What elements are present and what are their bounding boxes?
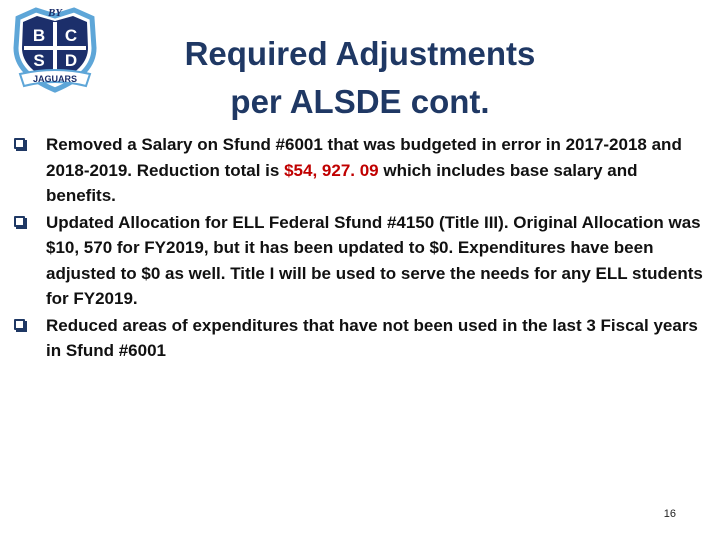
reduction-amount: $54, 927. 09 [284,160,379,180]
bullet-item-expenditures [12,313,712,364]
bullet-text: Updated Allocation for ELL Federal Sfund #4150 (Title III). Original Allocation was $10, 570 for FY2019, but it has been updated to $0. Expenditures have been adjusted to $0 as well. Title I will be used to serve the needs for any ELL students for FY2019. [46,212,703,308]
logo-letter-d: D [64,51,78,70]
crest-icon [6,4,104,96]
school-logo [6,4,104,96]
logo-letter-s: S [33,51,45,70]
bullet-item-ell-allocation [12,210,712,312]
title-line-1: Required Adjustments [184,35,536,72]
logo-letter-b: B [32,26,46,45]
slide-title [120,30,600,126]
bullet-text-after: which includes base salary and benefits. [46,160,638,205]
checkbox-bullet-icon [14,319,25,330]
checkbox-bullet-icon [14,138,25,149]
bullet-list [12,132,712,365]
bullet-text-before: Removed a Salary on Sfund #6001 that was budgeted in error in 2017-2018 and 2018-2019. Reduction total is [46,135,682,180]
page-number: 16 [663,508,676,520]
title-line-2: per ALSDE cont. [230,83,490,120]
logo-banner-text: JAGUARS [32,74,78,84]
bullet-item-salary [12,132,712,209]
checkbox-bullet-icon [14,216,25,227]
bullet-text: Reduced areas of expenditures that have not been used in the last 3 Fiscal years in Sfund #6001 [46,315,698,360]
logo-top-text: BY [47,7,63,19]
logo-letter-c: C [64,26,78,45]
